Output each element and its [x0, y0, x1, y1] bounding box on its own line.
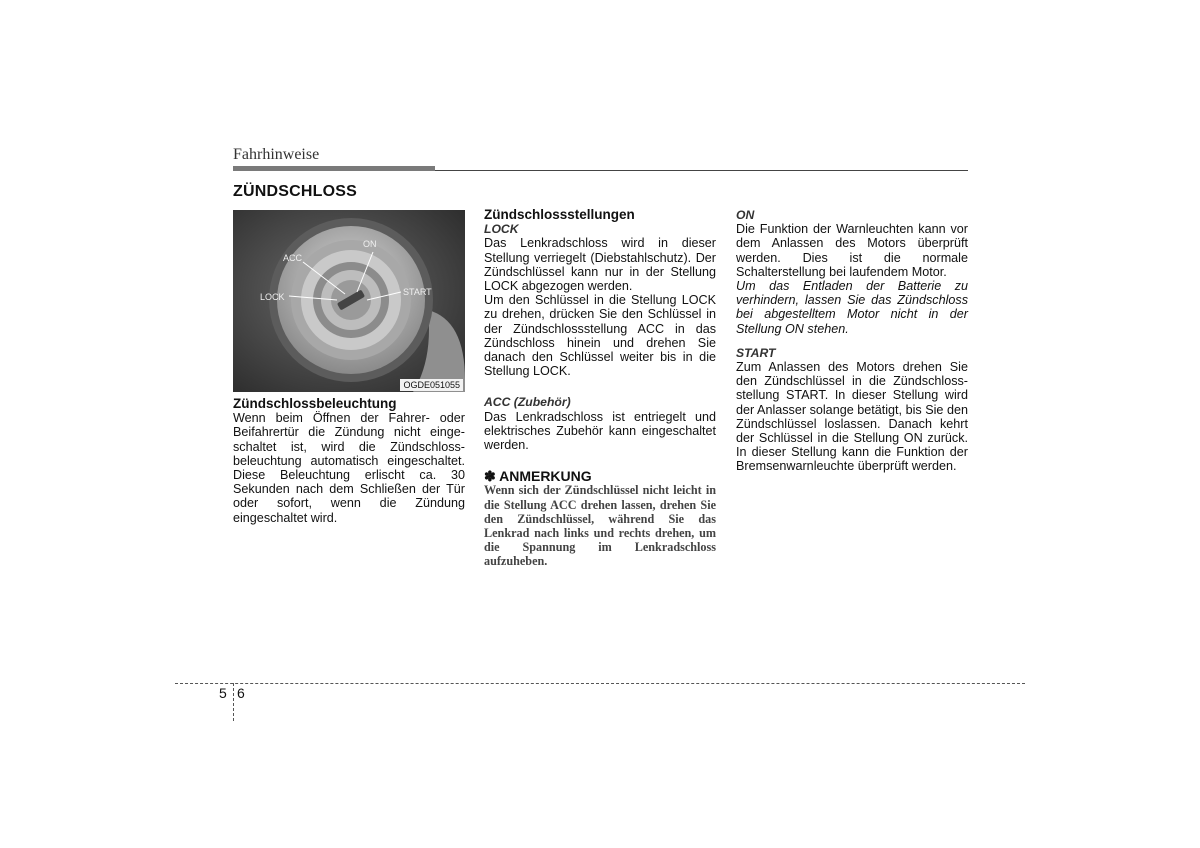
header-rule-thick: [233, 166, 435, 171]
ignition-switch-illustration: [233, 210, 465, 392]
column-2: [484, 208, 716, 569]
note-heading: ✽ ANMERKUNG: [484, 468, 592, 485]
label-acc: ACC: [283, 253, 303, 263]
col1-text: Wenn beim Öffnen der Fahrer- oder Beifahrertür die Zündung nicht einge-schaltet ist, wird die Zündschloss-beleuchtung automatisch eingeschaltet. Diese Beleuchtung erlischt ca. 30 Sekunden nach dem Schließen der Tür oder sofort, wenn die Zündung eingeschaltet wird.: [233, 411, 465, 525]
label-start: START: [403, 287, 432, 297]
running-header: Fahrhinweise: [233, 146, 320, 163]
lock-label: LOCK: [484, 222, 519, 237]
figure-code: OGDE051055: [400, 379, 463, 391]
label-on: ON: [363, 239, 377, 249]
header-rule-thin: [435, 170, 968, 171]
lock-text-2: Um den Schlüssel in die Stellung LOCK zu drehen, drücken Sie den Schlüssel in der Zündschlossstellung ACC in das Zündschloss hinein und drehen Sie danach den Schlüssel weiter bis in die Stellung LOCK.: [484, 293, 716, 379]
on-italic-note: Um das Entladen der Batterie zu verhindern, lassen Sie das Zündschloss bei abgestelltem Motor nicht in der Stellung ON stehen.: [736, 279, 968, 336]
col1-heading: Zündschlossbeleuchtung: [233, 396, 397, 411]
lock-text-1: Das Lenkradschloss wird in dieser Stellung verriegelt (Diebstahlschutz). Der Zündschlüssel kann nur in der Stellung LOCK abgezogen werden.: [484, 236, 716, 294]
on-text: Die Funktion der Warnleuchten kann vor dem Anlassen des Motors überprüft werden. Dies ist die normale Schalterstellung bei laufendem Motor.: [736, 222, 968, 279]
start-text: Zum Anlassen des Motors drehen Sie den Zündschlüssel in die Zündschloss-stellung START. In dieser Stellung wird der Anlasser solange betätigt, bis Sie den Zündschlüssel loslassen. Danach kehrt der Schlüssel in die Stellung ON zurück. In dieser Stellung kann die Funktion der Bremsenwarnleuchte überprüft werden.: [736, 360, 968, 474]
page-number: 6: [237, 685, 245, 701]
footer-divider: [233, 683, 234, 721]
section-title: ZÜNDSCHLOSS: [233, 183, 357, 200]
col2-heading: Zündschlossstellungen: [484, 207, 635, 222]
on-label: ON: [736, 208, 755, 222]
column-3: [736, 208, 968, 474]
footer-rule: [175, 683, 1025, 684]
ignition-switch-figure: [233, 210, 465, 392]
note-text: Wenn sich der Zündschlüssel nicht leicht in die Stellung ACC drehen lassen, drehen Sie den Zündschlüssel, während Sie das Lenkrad nach links und rechts drehen, um die Spannung im Lenkradschloss aufzuheben.: [484, 483, 716, 569]
acc-label: ACC (Zubehör): [484, 395, 571, 410]
column-1: [233, 397, 465, 525]
label-lock: LOCK: [260, 292, 285, 302]
acc-text: Das Lenkradschloss ist entriegelt und elektrisches Zubehör kann eingeschaltet werden.: [484, 409, 716, 453]
start-label: START: [736, 345, 776, 360]
chapter-number: 5: [219, 685, 227, 701]
